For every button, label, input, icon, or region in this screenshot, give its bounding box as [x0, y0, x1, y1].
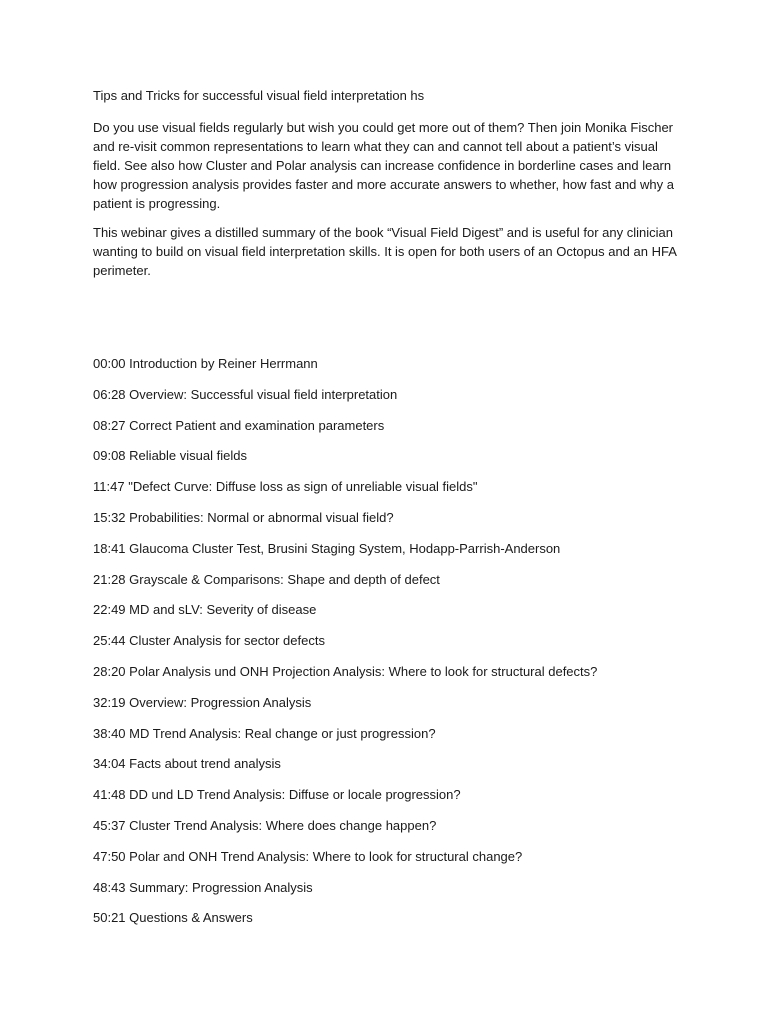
agenda-topic: Summary: Progression Analysis [129, 879, 313, 895]
summary-paragraph: This webinar gives a distilled summary of the book “Visual Field Digest” and is useful for any clinician wanting to build on visual field interpretation skills. It is open for both users of an Octopus and an HFA perimeter. [93, 225, 677, 278]
agenda-item [93, 354, 683, 373]
agenda-topic: MD and sLV: Severity of disease [129, 602, 317, 618]
agenda-topic: Grayscale & Comparisons: Shape and depth of defect [129, 571, 440, 587]
intro-paragraph: Do you use visual fields regularly but wish you could get more out of them? Then join Monika Fischer and re-visit common representations to learn what they can and cannot tell about a patient’s visual field. See also how Cluster and Polar analysis can increase confidence in borderline cases and learn how progression analysis provides faster and more accurate answers to whether, how fast and why a patient is progressing. [93, 120, 674, 211]
agenda-topic: Glaucoma Cluster Test, Brusini Staging System, Hodapp-Parrish-Anderson [129, 540, 561, 556]
agenda-topic: Polar and ONH Trend Analysis: Where to look for structural change? [129, 848, 523, 864]
agenda-timestamp: 34:04 [93, 756, 126, 772]
agenda-timestamp: 18:41 [93, 540, 126, 556]
agenda-item [93, 724, 683, 743]
agenda-timestamp: 32:19 [93, 694, 126, 710]
agenda-topic: DD und LD Trend Analysis: Diffuse or locale progression? [129, 787, 461, 803]
agenda-topic: Reliable visual fields [129, 448, 247, 464]
agenda-item [93, 600, 683, 619]
agenda-item [93, 816, 683, 835]
agenda-item [93, 754, 683, 773]
agenda-timestamp: 21:28 [93, 571, 126, 587]
agenda-item [93, 446, 683, 465]
agenda-item [93, 570, 683, 589]
agenda-timestamp: 00:00 [93, 356, 126, 371]
agenda-topic: Cluster Trend Analysis: Where does change happen? [129, 817, 437, 833]
agenda-timestamp: 41:48 [93, 787, 126, 803]
agenda-topic: Polar Analysis und ONH Projection Analysis: Where to look for structural defects? [129, 663, 598, 679]
agenda-item [93, 785, 683, 804]
agenda-timestamp: 15:32 [93, 509, 126, 525]
agenda-timestamp: 48:43 [93, 879, 126, 895]
agenda-topic: "Defect Curve: Diffuse loss as sign of unreliable visual fields" [128, 479, 478, 495]
agenda-timestamp: 28:20 [93, 663, 126, 679]
agenda-topic: Probabilities: Normal or abnormal visual field? [129, 509, 394, 525]
agenda-item [93, 693, 683, 712]
agenda-timestamp: 25:44 [93, 633, 126, 649]
agenda-item [93, 631, 683, 650]
agenda-timestamp: 50:21 [93, 910, 126, 926]
agenda-timestamp: 22:49 [93, 602, 126, 618]
agenda-timestamp: 47:50 [93, 848, 126, 864]
agenda-item [93, 878, 683, 897]
agenda-timestamp: 06:28 [93, 386, 126, 402]
agenda-topic: Facts about trend analysis [129, 756, 281, 772]
blank-space [93, 290, 683, 354]
agenda-item [93, 908, 683, 927]
agenda-timestamp: 38:40 [93, 725, 126, 741]
agenda-item [93, 416, 683, 435]
agenda-item [93, 508, 683, 527]
agenda-item [93, 662, 683, 681]
agenda-item [93, 477, 683, 496]
document-title: Tips and Tricks for successful visual field interpretation hs [93, 88, 425, 103]
agenda-list [93, 354, 683, 927]
document-body [93, 86, 683, 939]
agenda-topic: Correct Patient and examination parameters [129, 417, 385, 433]
agenda-topic: Cluster Analysis for sector defects [129, 633, 325, 649]
agenda-item [93, 847, 683, 866]
agenda-item [93, 539, 683, 558]
agenda-timestamp: 45:37 [93, 817, 126, 833]
agenda-topic: Overview: Progression Analysis [129, 694, 312, 710]
agenda-topic: Overview: Successful visual field interpretation [129, 386, 398, 402]
agenda-topic: MD Trend Analysis: Real change or just progression? [129, 725, 436, 741]
agenda-topic: Introduction by Reiner Herrmann [129, 356, 318, 371]
agenda-timestamp: 09:08 [93, 448, 126, 464]
agenda-topic: Questions & Answers [129, 910, 253, 926]
agenda-timestamp: 08:27 [93, 417, 126, 433]
agenda-timestamp: 11:47 [93, 479, 125, 495]
agenda-item [93, 385, 683, 404]
